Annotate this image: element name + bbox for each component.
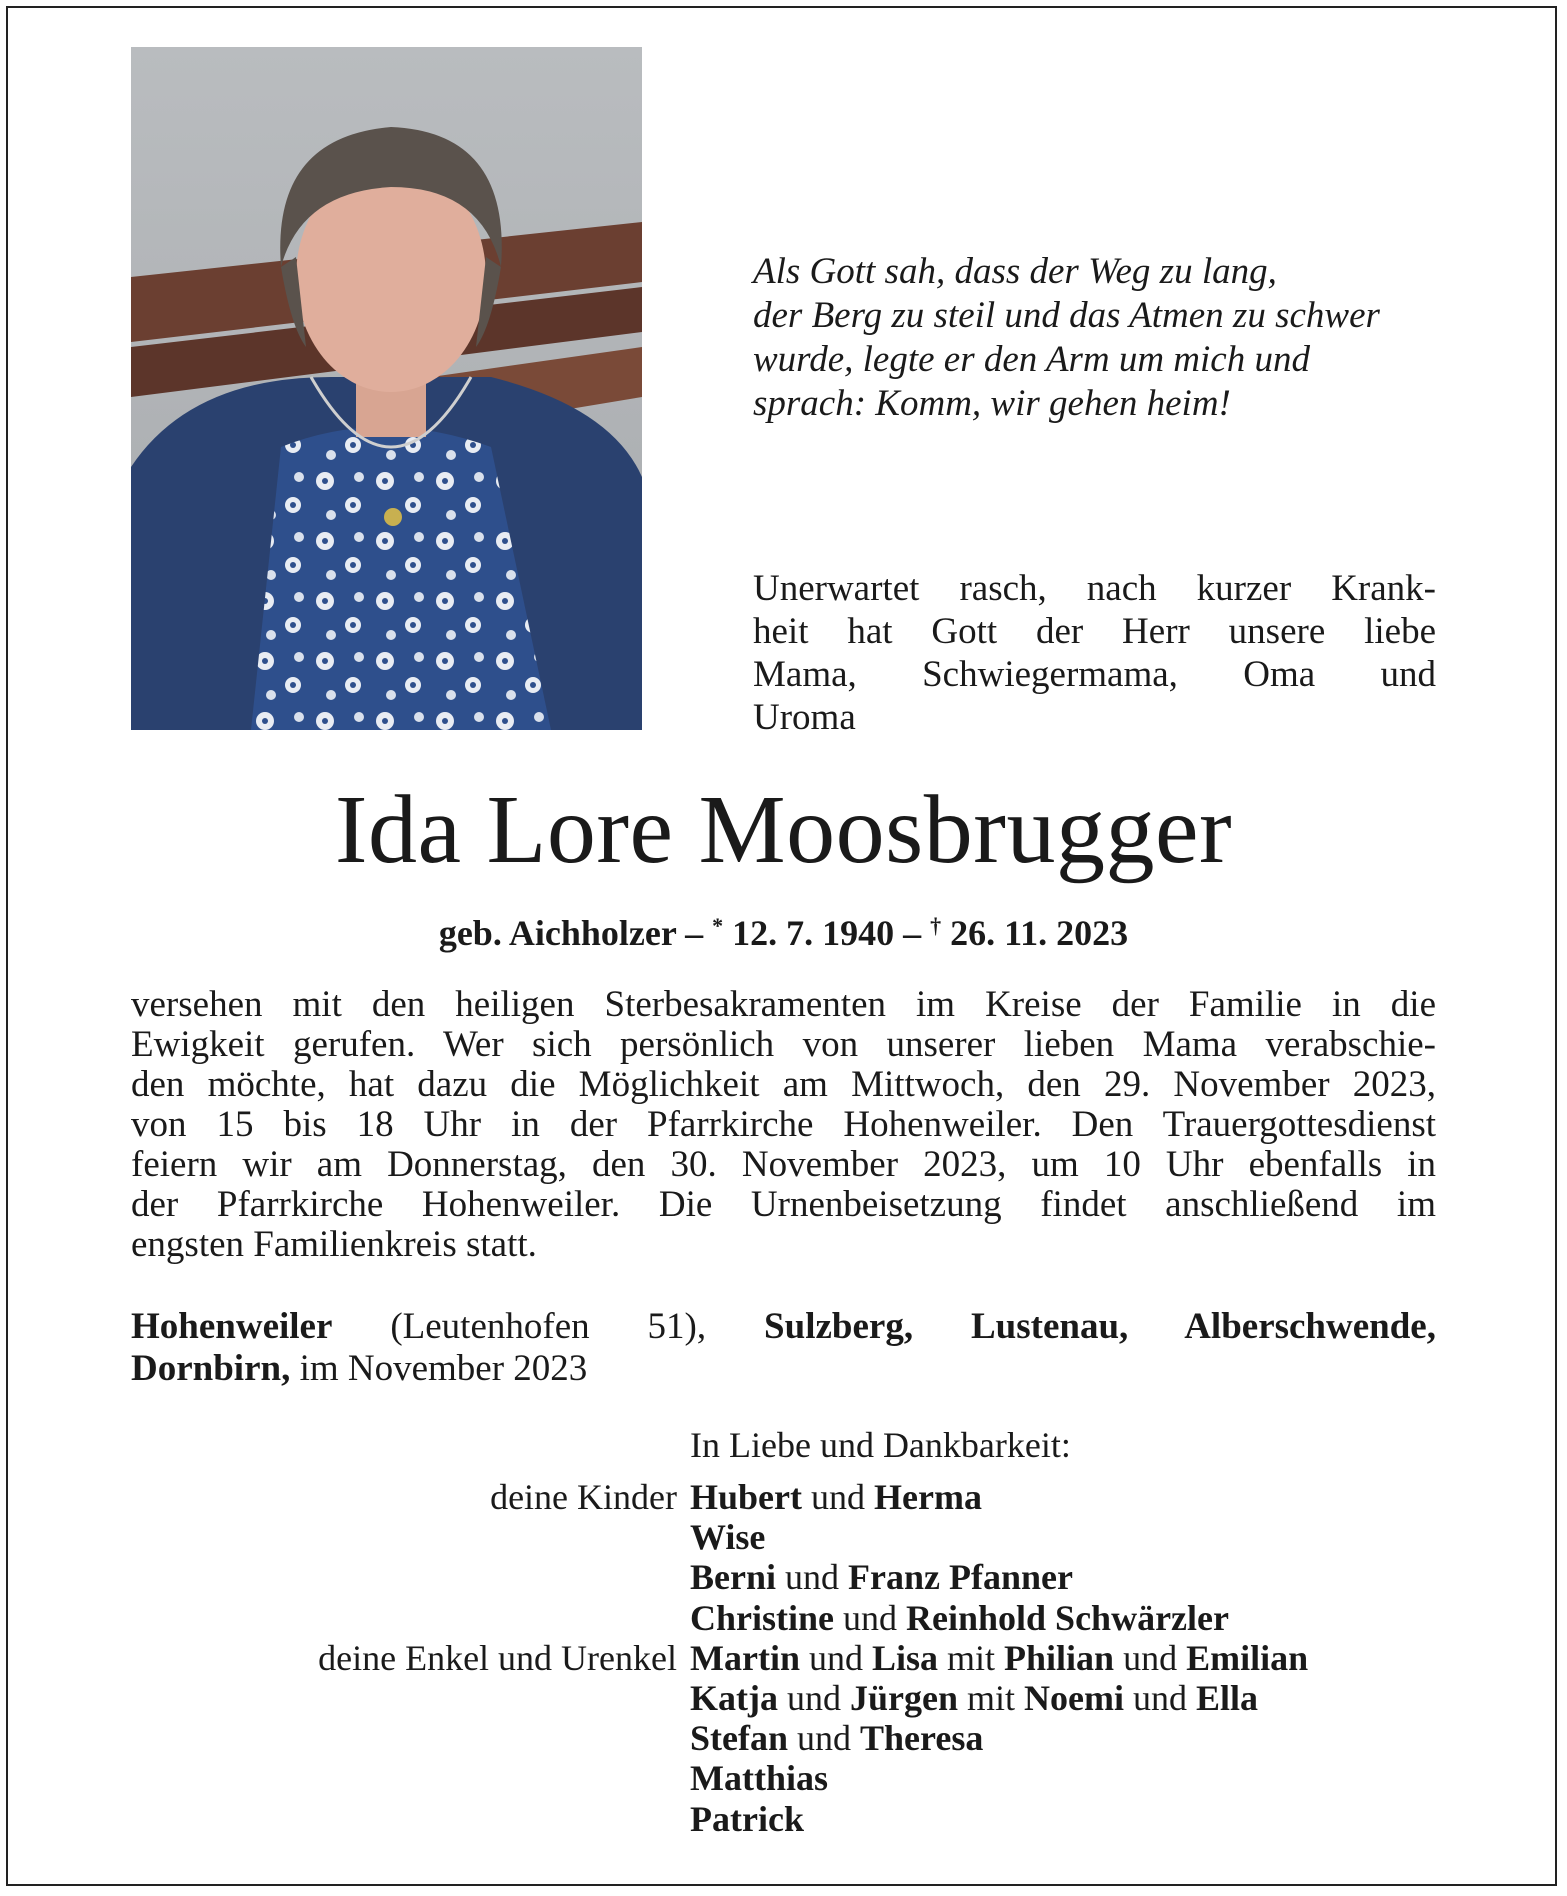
poem-line: wurde, legte er den Arm um mich und [753, 339, 1310, 380]
connector: und [776, 1557, 848, 1598]
connector: und [834, 1597, 906, 1638]
family-name: Matthias [690, 1758, 828, 1799]
poem [753, 250, 1453, 426]
connector: und [788, 1718, 860, 1759]
month-date: im November 2023 [290, 1348, 588, 1389]
place-line [131, 1306, 1436, 1348]
connector: und [1123, 1678, 1196, 1719]
home-town: Hohenweiler [131, 1306, 333, 1347]
place-and-date [131, 1306, 1436, 1390]
home-address: (Leutenhofen 51), [332, 1306, 765, 1347]
family-name: Lisa [871, 1637, 938, 1678]
family-towns: Sulzberg, Lustenau, Alberschwende, [764, 1306, 1436, 1347]
children-label: deine Kinder [490, 1477, 677, 1517]
family-name: Martin [690, 1637, 800, 1678]
portrait-image [131, 47, 642, 730]
intro-line: heit hat Gott der Herr unsere liebe [753, 611, 1436, 652]
birth-date: 12. 7. 1940 [723, 913, 895, 953]
place-line [131, 1348, 1436, 1390]
family-name: Noemi [1024, 1678, 1124, 1719]
family-name: Stefan [690, 1718, 788, 1759]
intro-text [753, 567, 1436, 739]
connector: mit [938, 1637, 1005, 1678]
family-name: Herma [874, 1477, 982, 1517]
family-name: Franz Pfanner [848, 1557, 1073, 1598]
separator: – [894, 913, 931, 953]
family-name: Hubert [690, 1477, 802, 1517]
portrait-photo [131, 47, 642, 730]
family-line [690, 1758, 1308, 1798]
family-line [690, 1517, 1308, 1557]
family-town: Dornbirn, [131, 1348, 291, 1389]
intro-line: Uroma [753, 697, 856, 738]
body-line: feiern wir am Donnerstag, den 30. November 2023, um 10 Uhr ebenfalls in [131, 1144, 1436, 1185]
family-line [690, 1598, 1308, 1638]
connector: und [802, 1477, 874, 1517]
family-name: Emilian [1186, 1637, 1309, 1678]
family-name: Wise [690, 1517, 766, 1558]
family-name: Katja [690, 1678, 778, 1719]
family-line [690, 1718, 1308, 1758]
poem-line: der Berg zu steil und das Atmen zu schwer [753, 295, 1380, 336]
birth-symbol: * [712, 913, 724, 938]
family-line [690, 1477, 1308, 1517]
family-name: Theresa [860, 1718, 984, 1759]
family-name: Christine [690, 1597, 834, 1638]
family-name: Patrick [690, 1798, 804, 1839]
family-name: Ella [1195, 1678, 1258, 1719]
announcement-text [131, 985, 1436, 1265]
intro-line: Unerwartet rasch, nach kurzer Krank- [753, 568, 1436, 609]
thanks-line: In Liebe und Dankbarkeit: [690, 1425, 1071, 1465]
family-name: Jürgen [849, 1678, 958, 1719]
body-line: der Pfarrkirche Hohenweiler. Die Urnenbeisetzung findet anschließend im [131, 1184, 1436, 1225]
family-name: Reinhold Schwärzler [906, 1597, 1229, 1638]
connector: und [799, 1637, 872, 1678]
body-line: Ewigkeit gerufen. Wer sich persönlich von unserer lieben Mama verabschie- [131, 1024, 1436, 1065]
family-list [690, 1477, 1308, 1839]
body-line: von 15 bis 18 Uhr in der Pfarrkirche Hohenweiler. Den Trauergottesdienst [131, 1104, 1436, 1145]
life-dates [0, 904, 1567, 955]
connector: und [1114, 1637, 1187, 1678]
body-line: versehen mit den heiligen Sterbesakramenten im Kreise der Familie in die [131, 984, 1436, 1025]
family-line [690, 1557, 1308, 1597]
death-symbol: † [930, 913, 942, 938]
death-date: 26. 11. 2023 [941, 913, 1129, 953]
intro-line: Mama, Schwiegermama, Oma und [753, 654, 1436, 695]
deceased-name: Ida Lore Moosbrugger [334, 776, 1233, 884]
connector: mit [957, 1678, 1024, 1719]
body-line: engsten Familienkreis statt. [131, 1224, 537, 1265]
family-name: Berni [690, 1557, 776, 1598]
maiden-name: geb. Aichholzer [438, 913, 677, 953]
family-name: Philian [1004, 1637, 1115, 1678]
family-line [690, 1678, 1308, 1718]
poem-line: sprach: Komm, wir gehen heim! [753, 383, 1231, 424]
connector: und [777, 1678, 850, 1719]
poem-line: Als Gott sah, dass der Weg zu lang, [753, 251, 1277, 292]
grandchildren-label: deine Enkel und Urenkel [318, 1638, 677, 1678]
family-line [690, 1799, 1308, 1839]
family-line [690, 1638, 1308, 1678]
body-line: den möchte, hat dazu die Möglichkeit am Mittwoch, den 29. November 2023, [131, 1064, 1436, 1105]
separator: – [676, 913, 713, 953]
